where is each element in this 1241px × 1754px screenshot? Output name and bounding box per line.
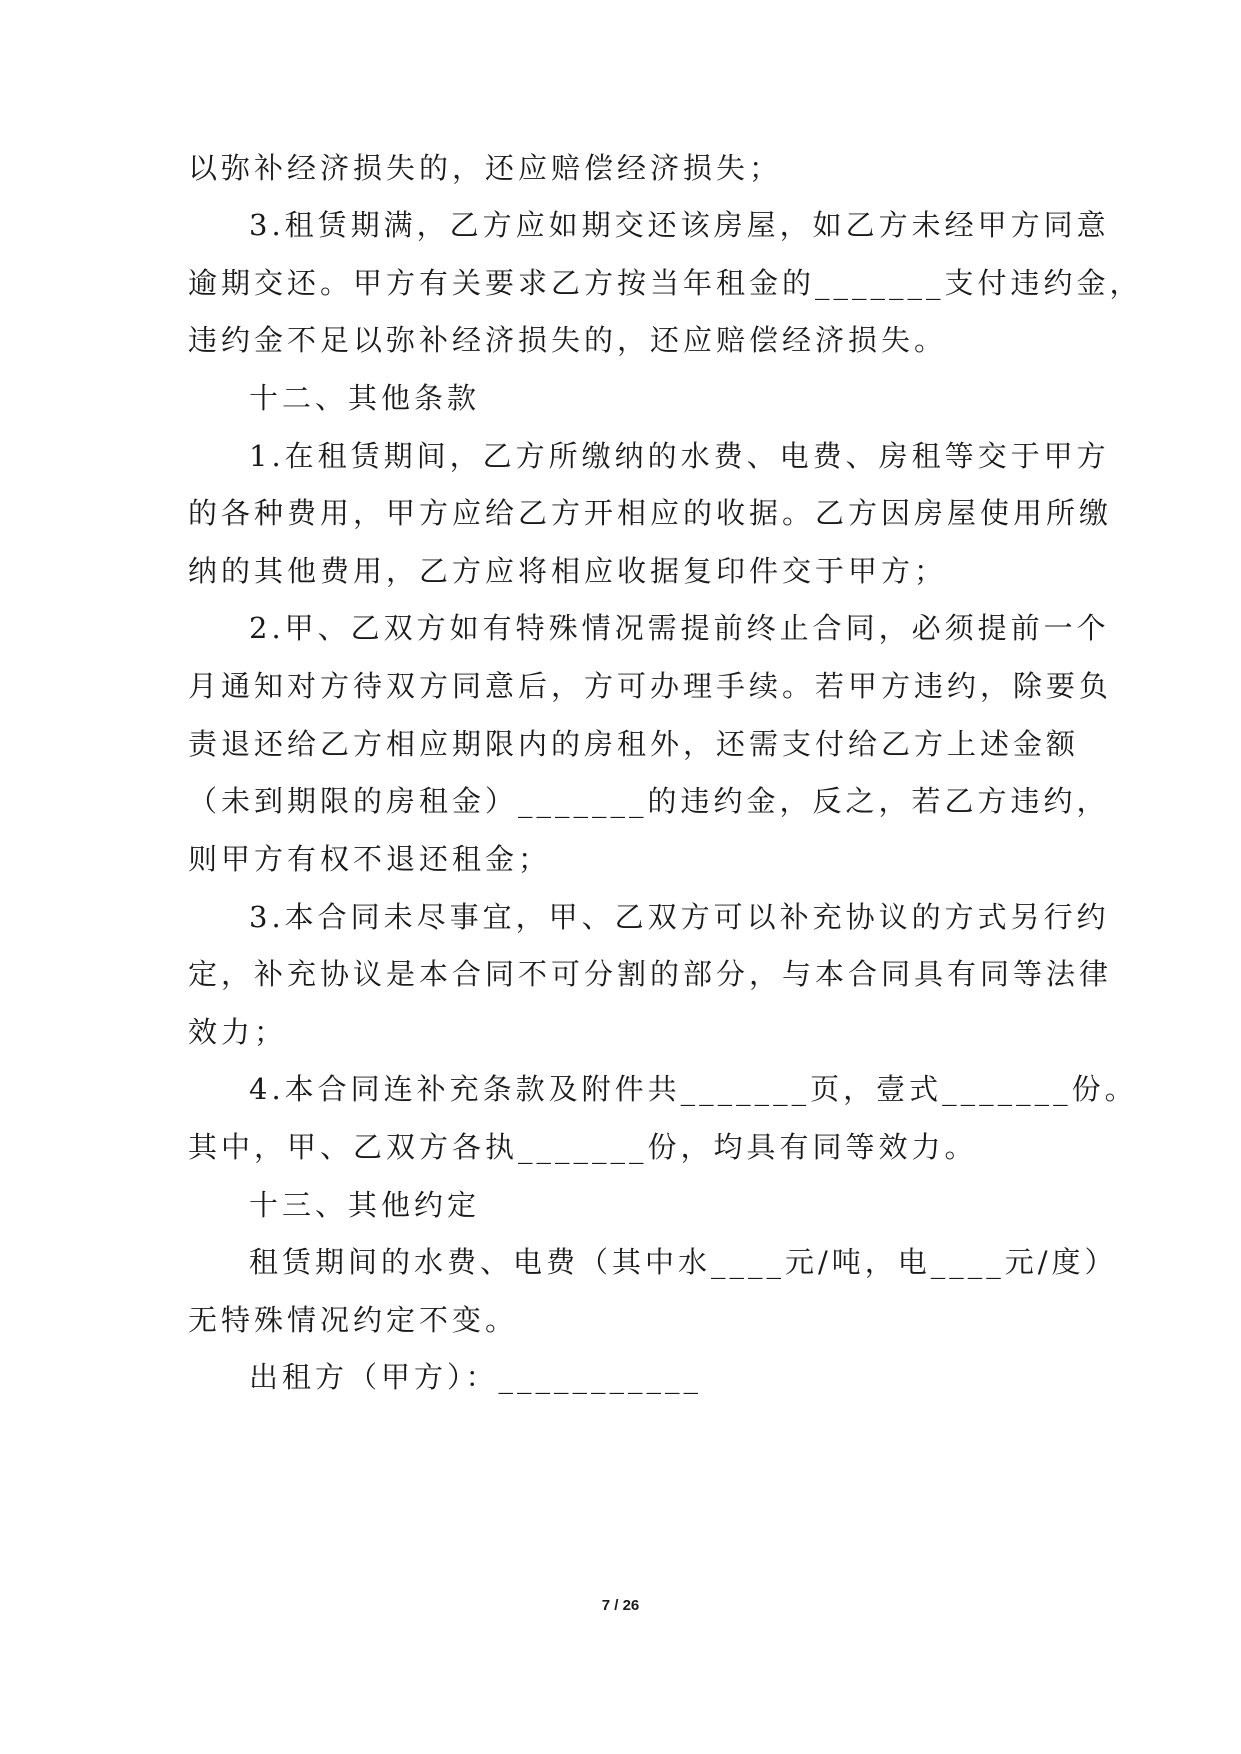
text-line: 违约金不足以弥补经济损失的，还应赔偿经济损失。 — [188, 323, 948, 357]
text-line: 逾期交还。甲方有关要求乙方按当年租金的_______支付违约金， — [188, 266, 1143, 300]
text-line: 4.本合同连补充条款及附件共_______页，壹式_______份。 — [249, 1072, 1138, 1106]
section-heading: 十三、其他约定 — [249, 1188, 481, 1222]
text-line: 1.在租赁期间，乙方所缴纳的水费、电费、房租等交于甲方 — [249, 439, 1110, 473]
signature-line: 出租方（甲方）：___________ — [249, 1360, 703, 1394]
text-line: 则甲方有权不退还租金； — [188, 842, 552, 876]
text-line: 租赁期间的水费、电费（其中水____元/吨，电____元/度） — [249, 1245, 1118, 1279]
text-line: 的各种费用，甲方应给乙方开相应的收据。乙方因房屋使用所缴 — [188, 496, 1113, 530]
text-line: 定，补充协议是本合同不可分割的部分，与本合同具有同等法律 — [188, 957, 1113, 991]
text-line: 责退还给乙方相应期限内的房租外，还需支付给乙方上述金额 — [188, 727, 1080, 761]
text-line: 纳的其他费用，乙方应将相应收据复印件交于甲方； — [188, 554, 948, 588]
text-line: 其中，甲、乙双方各执_______份，均具有同等效力。 — [188, 1130, 978, 1164]
text-line: 效力； — [188, 1015, 288, 1049]
text-line: 3.租赁期满，乙方应如期交还该房屋，如乙方未经甲方同意 — [249, 208, 1110, 242]
text-line: 以弥补经济损失的，还应赔偿经济损失； — [188, 151, 783, 185]
page-number: 7 / 26 — [601, 1597, 640, 1614]
text-line: 3.本合同未尽事宜，甲、乙双方可以补充协议的方式另行约 — [249, 900, 1110, 934]
section-heading: 十二、其他条款 — [249, 381, 481, 415]
text-line: 2.甲、乙双方如有特殊情况需提前终止合同，必须提前一个 — [249, 611, 1110, 645]
text-line: （未到期限的房租金）_______的违约金，反之，若乙方违约， — [188, 784, 1110, 818]
text-line: 无特殊情况约定不变。 — [188, 1303, 519, 1337]
text-line: 月通知对方待双方同意后，方可办理手续。若甲方违约，除要负 — [188, 669, 1113, 703]
